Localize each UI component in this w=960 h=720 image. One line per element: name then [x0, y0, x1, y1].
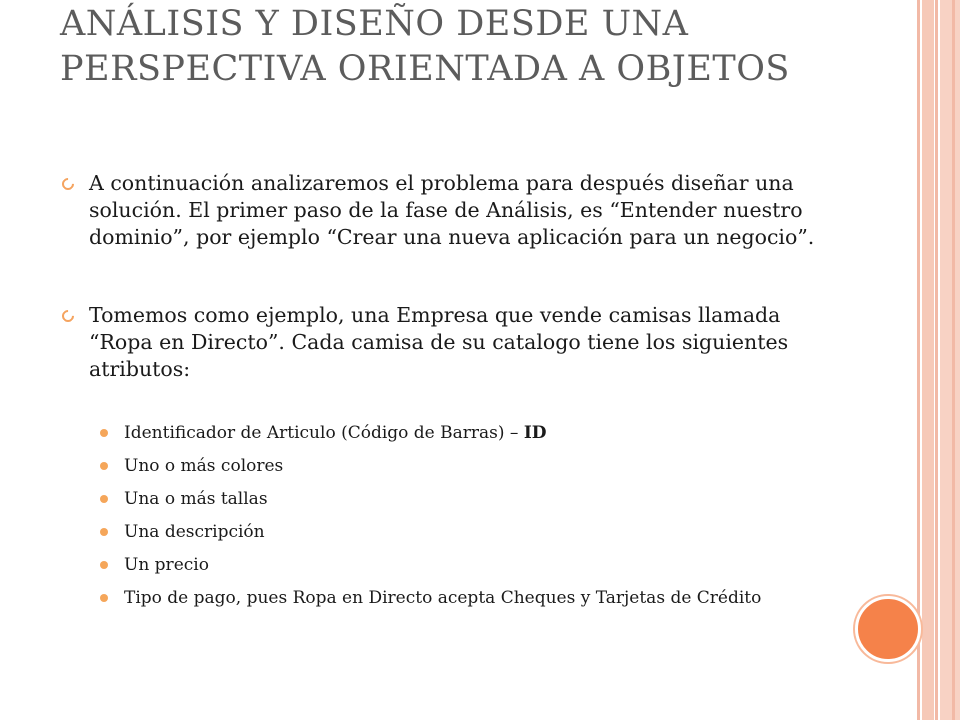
list-item-text: Una descripción [124, 522, 265, 542]
list-item-text: Un precio [124, 555, 209, 575]
paragraph-intro [60, 170, 850, 251]
dot-bullet-icon [100, 462, 108, 470]
paragraph-text: A continuación analizaremos el problema para después diseñar una solución. El primer paso de la fase de Análisis, es “Entender nuestro dominio”, por ejemplo “Crear una nueva aplicación para un negocio”. [89, 171, 815, 249]
list-item [96, 423, 850, 443]
list-item [96, 489, 850, 509]
list-item-text: Uno o más colores [124, 456, 284, 476]
slide-title: ANÁLISIS Y DISEÑO DESDE UNA PERSPECTIVA ORIENTADA A OBJETOS [60, 4, 790, 89]
list-item-bold: ID [523, 423, 547, 443]
decorative-stripe [935, 0, 938, 720]
attribute-list [60, 423, 850, 608]
decorative-stripe [940, 0, 960, 720]
decorative-stripe [922, 0, 934, 720]
dot-bullet-icon [100, 561, 108, 569]
ring-bullet-icon [60, 308, 77, 325]
slide-content [60, 170, 850, 621]
list-item-text: Tipo de pago, pues Ropa en Directo acepta Cheques y Tarjetas de Crédito [124, 588, 762, 608]
paragraph-example [60, 302, 850, 383]
list-item [96, 456, 850, 476]
dot-bullet-icon [100, 594, 108, 602]
list-item-text: Una o más tallas [124, 489, 268, 509]
decorative-circle [855, 596, 921, 662]
list-item [96, 522, 850, 542]
decorative-stripe [952, 0, 955, 720]
decorative-stripe [917, 0, 920, 720]
list-item-text: Identificador de Articulo (Código de Barras) – [124, 423, 524, 443]
list-item [96, 588, 850, 608]
ring-bullet-icon [60, 176, 77, 193]
list-item [96, 555, 850, 575]
dot-bullet-icon [100, 495, 108, 503]
dot-bullet-icon [100, 429, 108, 437]
dot-bullet-icon [100, 528, 108, 536]
paragraph-text: Tomemos como ejemplo, una Empresa que vende camisas llamada “Ropa en Directo”. Cada camisa de su catalogo tiene los siguientes atributos: [89, 303, 789, 381]
